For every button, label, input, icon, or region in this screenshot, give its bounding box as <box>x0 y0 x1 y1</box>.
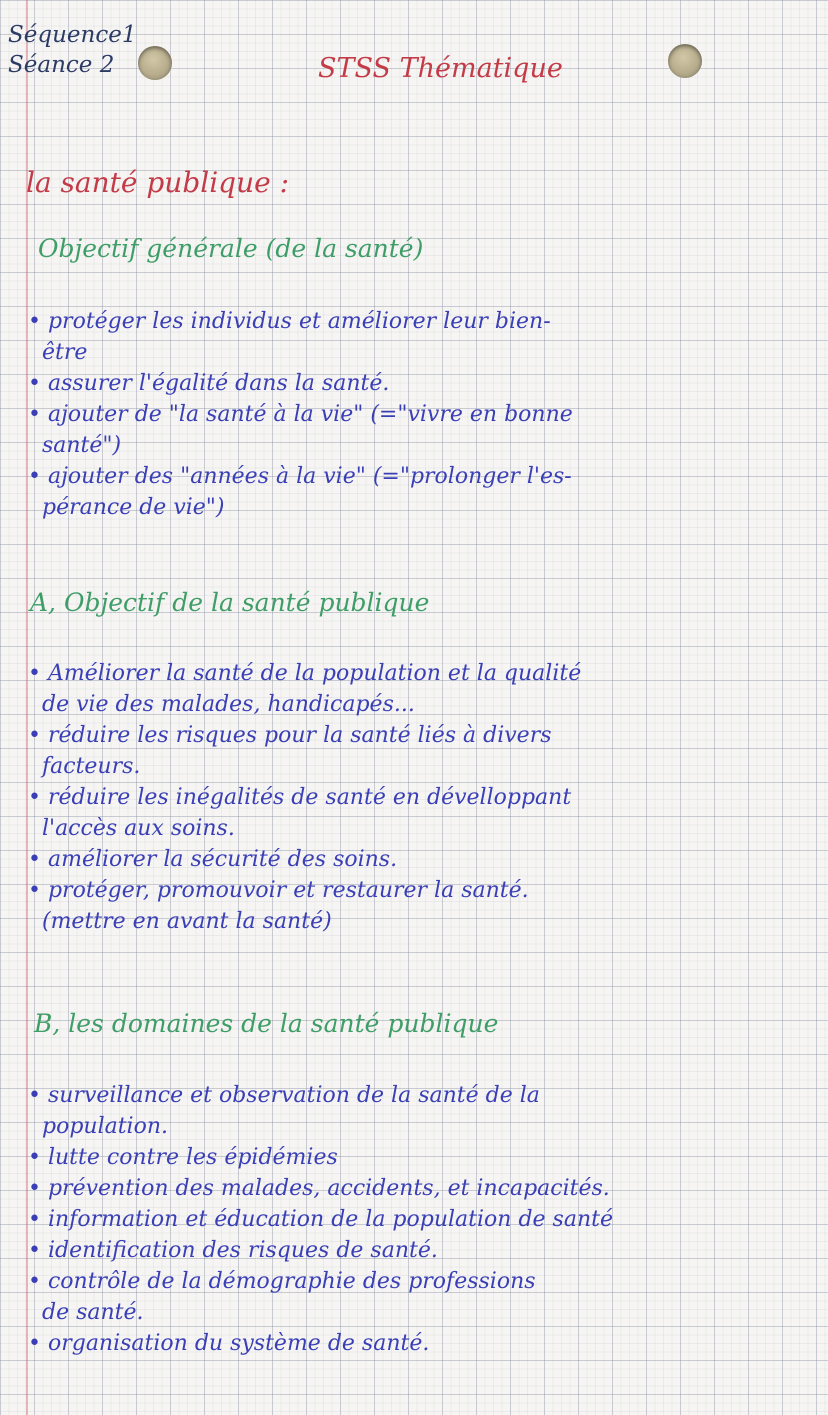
list-item: • organisation du système de santé. <box>28 1331 430 1356</box>
punch-hole-left <box>138 46 172 80</box>
general-objectives-list <box>28 306 573 523</box>
list-item: • ajouter des "années à la vie" (="prolonger l'es- <box>28 464 572 489</box>
list-item: l'accès aux soins. <box>28 816 235 841</box>
list-item: • information et éducation de la population de santé <box>28 1207 613 1232</box>
list-item: pérance de vie") <box>28 495 225 520</box>
section-heading-b: B, les domaines de la santé publique <box>34 1009 499 1038</box>
list-item: • améliorer la sécurité des soins. <box>28 847 398 872</box>
list-item: facteurs. <box>28 754 141 779</box>
domains-list <box>28 1080 613 1359</box>
list-item: • surveillance et observation de la santé de la <box>28 1083 540 1108</box>
list-item: • protéger, promouvoir et restaurer la santé. <box>28 878 529 903</box>
list-item: de santé. <box>28 1300 144 1325</box>
page-title: STSS Thématique <box>318 53 563 84</box>
session-label: Séance 2 <box>8 52 115 78</box>
sequence-header <box>8 20 136 80</box>
section-heading-a: A, Objectif de la santé publique <box>30 588 430 617</box>
list-item: population. <box>28 1114 169 1139</box>
list-item: • lutte contre les épidémies <box>28 1145 338 1170</box>
list-item: • identification des risques de santé. <box>28 1238 438 1263</box>
list-item: • assurer l'égalité dans la santé. <box>28 371 390 396</box>
main-heading: la santé publique : <box>26 166 290 199</box>
list-item: • Améliorer la santé de la population et la qualité <box>28 661 582 686</box>
objectives-list <box>28 658 581 937</box>
section-heading-general: Objectif générale (de la santé) <box>38 234 424 263</box>
list-item: santé") <box>28 433 122 458</box>
list-item: être <box>28 340 88 365</box>
list-item: • protéger les individus et améliorer leur bien- <box>28 309 551 334</box>
list-item: de vie des malades, handicapés... <box>28 692 415 717</box>
punch-hole-right <box>668 44 702 78</box>
list-item: • contrôle de la démographie des professions <box>28 1269 536 1294</box>
list-item: (mettre en avant la santé) <box>28 909 332 934</box>
list-item: • prévention des malades, accidents, et incapacités. <box>28 1176 610 1201</box>
list-item: • ajouter de "la santé à la vie" (="vivre en bonne <box>28 402 573 427</box>
list-item: • réduire les risques pour la santé liés à divers <box>28 723 552 748</box>
list-item: • réduire les inégalités de santé en dévelloppant <box>28 785 572 810</box>
sequence-label: Séquence1 <box>8 22 137 48</box>
